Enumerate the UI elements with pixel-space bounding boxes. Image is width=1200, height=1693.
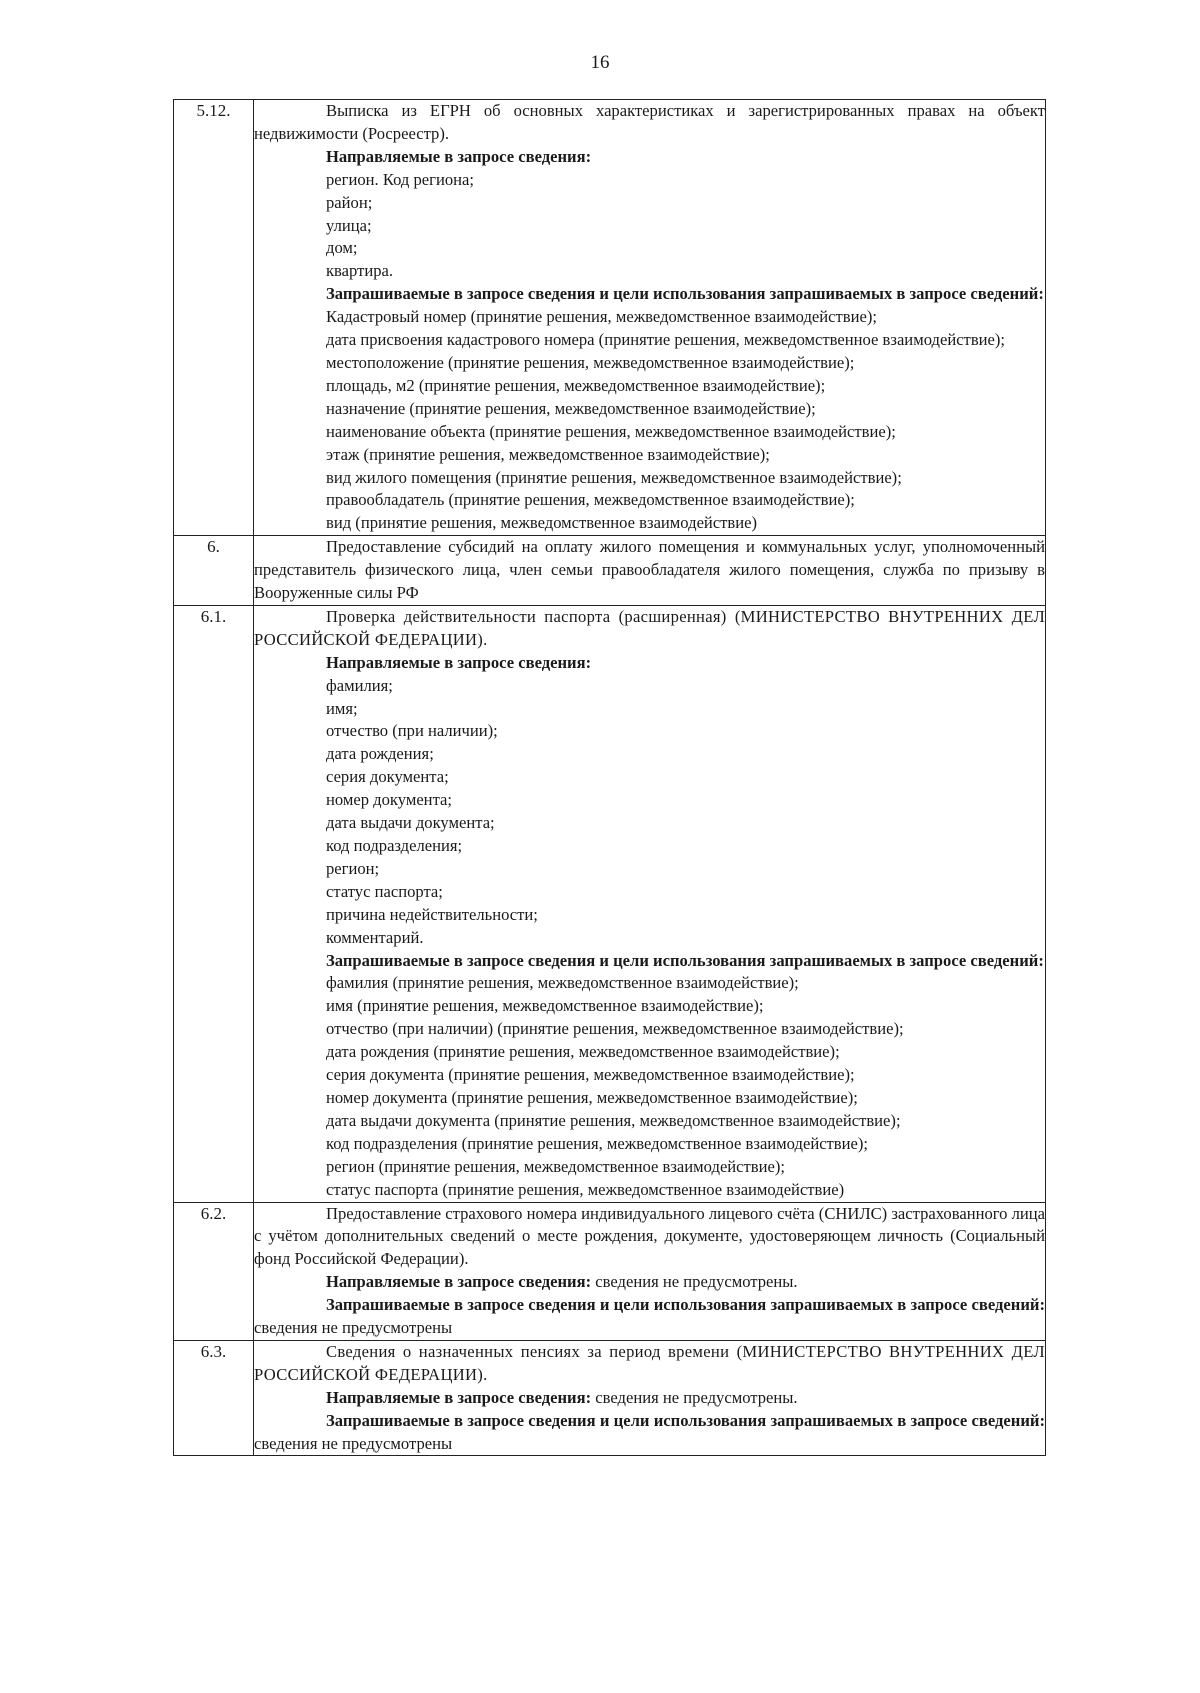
list-item: фамилия; xyxy=(326,675,393,695)
list-item: район; xyxy=(326,192,373,212)
row-number: 6.1. xyxy=(174,605,254,1202)
list-item: номер документа; xyxy=(326,790,452,810)
list-item: регион. Код региона; xyxy=(326,169,474,189)
list-item: наименование объекта (принятие решения, межведомственное взаимодействие); xyxy=(326,421,896,441)
row-content xyxy=(254,605,1046,1202)
table-row xyxy=(174,536,1046,606)
list-item: статус паспорта (принятие решения, межведомственное взаимодействие) xyxy=(326,1179,845,1199)
list-item: причина недействительности; xyxy=(326,904,538,924)
list-item: имя; xyxy=(326,698,358,718)
list-item: имя (принятие решения, межведомственное взаимодействие); xyxy=(326,996,764,1016)
row-title: Сведения о назначенных пенсиях за период времени (МИНИСТЕРСТВО ВНУТРЕННИХ ДЕЛ РОССИЙСКОЙ ФЕДЕРАЦИИ). xyxy=(254,1341,1045,1384)
requested-label: Запрашиваемые в запросе сведения и цели использования запрашиваемых в запросе сведений: xyxy=(326,1410,1045,1430)
list-item: статус паспорта; xyxy=(326,881,443,901)
services-table xyxy=(173,99,1046,1456)
row-number: 5.12. xyxy=(174,100,254,536)
list-item: местоположение (принятие решения, межведомственное взаимодействие); xyxy=(326,352,855,372)
list-item: комментарий. xyxy=(326,927,424,947)
sent-label: Направляемые в запросе сведения: xyxy=(326,652,592,672)
list-item: площадь, м2 (принятие решения, межведомственное взаимодействие); xyxy=(326,375,826,395)
list-item: номер документа (принятие решения, межведомственное взаимодействие); xyxy=(326,1087,858,1107)
list-item: фамилия (принятие решения, межведомственное взаимодействие); xyxy=(326,973,799,993)
list-item: квартира. xyxy=(326,261,394,281)
sent-value: сведения не предусмотрены. xyxy=(595,1387,798,1407)
row-content xyxy=(254,1202,1046,1340)
list-item: улица; xyxy=(326,215,372,235)
list-item: дата присвоения кадастрового номера (принятие решения, межведомственное взаимодействие); xyxy=(326,330,1006,350)
list-item: регион; xyxy=(326,858,380,878)
table-row xyxy=(174,605,1046,1202)
sent-label: Направляемые в запросе сведения: xyxy=(326,146,592,166)
list-item: дом; xyxy=(326,238,358,258)
list-item: регион (принятие решения, межведомственное взаимодействие); xyxy=(326,1156,786,1176)
sent-line xyxy=(254,1271,1045,1294)
list-item: вид жилого помещения (принятие решения, межведомственное взаимодействие); xyxy=(326,467,902,487)
list-item: Кадастровый номер (принятие решения, межведомственное взаимодействие); xyxy=(326,307,877,327)
row-content xyxy=(254,1340,1046,1456)
row-title: Выписка из ЕГРН об основных характеристиках и зарегистрированных правах на объект недвижимости (Росреестр). xyxy=(254,101,1045,143)
list-item: дата рождения (принятие решения, межведомственное взаимодействие); xyxy=(326,1042,840,1062)
table-row xyxy=(174,1340,1046,1456)
list-item: назначение (принятие решения, межведомственное взаимодействие); xyxy=(326,398,816,418)
list-item: серия документа (принятие решения, межведомственное взаимодействие); xyxy=(326,1065,855,1085)
list-item: отчество (при наличии); xyxy=(326,721,498,741)
row-number: 6. xyxy=(174,536,254,606)
row-content xyxy=(254,100,1046,536)
row-number: 6.2. xyxy=(174,1202,254,1340)
list-item: код подразделения (принятие решения, межведомственное взаимодействие); xyxy=(326,1133,869,1153)
list-item: отчество (при наличии) (принятие решения, межведомственное взаимодействие); xyxy=(326,1019,904,1039)
list-item: серия документа; xyxy=(326,767,449,787)
row-number: 6.3. xyxy=(174,1340,254,1456)
list-item: дата рождения; xyxy=(326,744,434,764)
requested-label: Запрашиваемые в запросе сведения и цели использования запрашиваемых в запросе сведений: xyxy=(326,1295,1045,1315)
row-content xyxy=(254,536,1046,606)
requested-label: Запрашиваемые в запросе сведения и цели использования запрашиваемых в запросе сведений: xyxy=(326,950,1044,970)
sent-value: сведения не предусмотрены. xyxy=(595,1272,798,1292)
row-title: Проверка действительности паспорта (расширенная) (МИНИСТЕРСТВО ВНУТРЕННИХ ДЕЛ РОССИЙСКОЙ ФЕДЕРАЦИИ). xyxy=(254,606,1045,649)
list-item: код подразделения; xyxy=(326,836,463,855)
sent-label: Направляемые в запросе сведения: xyxy=(326,1272,592,1292)
requested-label: Запрашиваемые в запросе сведения и цели использования запрашиваемых в запросе сведений: xyxy=(326,284,1044,304)
row-title: Предоставление субсидий на оплату жилого помещения и коммунальных услуг, уполномоченный представитель физического лица, член семьи правообладателя жилого помещения, служба по призыву в Вооруженные силы РФ xyxy=(254,537,1045,603)
requested-value: сведения не предусмотрены xyxy=(254,1433,453,1453)
requested-line xyxy=(254,1410,1045,1456)
page-number: 16 xyxy=(590,52,610,73)
requested-line xyxy=(254,1294,1045,1340)
row-title: Предоставление страхового номера индивидуального лицевого счёта (СНИЛС) застрахованного лица с учётом дополнительных сведений о месте рождения, документе, удостоверяющем личность (Социальный фонд Российской Федерации). xyxy=(254,1203,1046,1269)
requested-value: сведения не предусмотрены xyxy=(254,1318,453,1338)
table-row xyxy=(174,100,1046,536)
list-item: вид (принятие решения, межведомственное взаимодействие) xyxy=(326,513,758,533)
sent-line xyxy=(254,1387,1045,1410)
table-row xyxy=(174,1202,1046,1340)
list-item: правообладатель (принятие решения, межведомственное взаимодействие); xyxy=(326,490,855,510)
list-item: дата выдачи документа; xyxy=(326,813,495,833)
list-item: этаж (принятие решения, межведомственное взаимодействие); xyxy=(326,444,770,464)
list-item: дата выдачи документа (принятие решения, межведомственное взаимодействие); xyxy=(326,1110,901,1130)
sent-label: Направляемые в запросе сведения: xyxy=(326,1387,592,1407)
